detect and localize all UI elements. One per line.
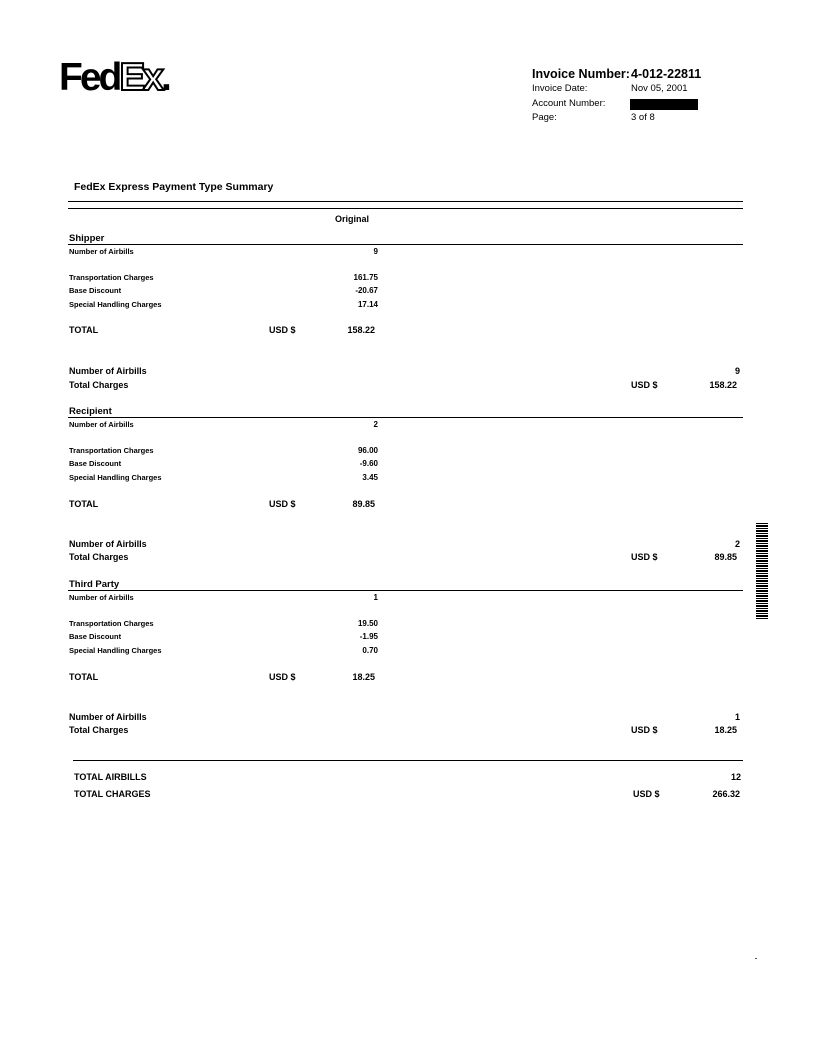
airbills-value: 2	[373, 420, 378, 429]
summary-charges-label: Total Charges	[69, 725, 129, 735]
summary-charges-value: 18.25	[714, 725, 737, 735]
discount-value: -20.67	[355, 286, 378, 295]
discount-label: Base Discount	[69, 286, 122, 295]
currency-label: USD $	[269, 672, 296, 682]
print-mark	[755, 958, 757, 959]
total-label: TOTAL	[69, 499, 99, 509]
divider	[68, 244, 743, 245]
page-number: 3 of 8	[631, 112, 655, 123]
barcode	[756, 523, 768, 619]
grand-airbills-value: 12	[730, 772, 741, 782]
total-value: 89.85	[352, 499, 375, 509]
summary-airbills-label: Number of Airbills	[69, 712, 147, 722]
grand-charges-label: TOTAL CHARGES	[74, 789, 151, 799]
currency-label: USD $	[269, 499, 296, 509]
total-value: 18.25	[352, 672, 375, 682]
divider	[68, 208, 743, 209]
discount-value: -9.60	[359, 459, 378, 468]
discount-label: Base Discount	[69, 459, 122, 468]
transportation-label: Transportation Charges	[69, 273, 154, 282]
invoice-date: Nov 05, 2001	[631, 83, 688, 94]
summary-currency: USD $	[631, 725, 658, 735]
divider	[68, 417, 743, 418]
page-label: Page:	[532, 112, 557, 123]
transportation-value: 161.75	[353, 273, 378, 282]
summary-charges-label: Total Charges	[69, 380, 129, 390]
summary-currency: USD $	[631, 552, 658, 562]
grand-charges-value: 266.32	[712, 789, 740, 799]
airbills-label: Number of Airbills	[69, 420, 134, 429]
total-label: TOTAL	[69, 325, 99, 335]
special-handling-label: Special Handling Charges	[69, 473, 162, 482]
page-title: FedEx Express Payment Type Summary	[74, 181, 274, 193]
invoice-date-label: Invoice Date:	[532, 83, 588, 94]
transportation-value: 19.50	[357, 619, 378, 628]
summary-airbills-label: Number of Airbills	[69, 539, 147, 549]
currency-label: USD $	[269, 325, 296, 335]
summary-currency: USD $	[631, 380, 658, 390]
airbills-value: 1	[373, 593, 378, 602]
summary-charges-label: Total Charges	[69, 552, 129, 562]
column-header-original: Original	[335, 214, 370, 224]
transportation-label: Transportation Charges	[69, 446, 154, 455]
section-title-third-party: Third Party	[69, 579, 120, 590]
special-handling-value: 0.70	[362, 646, 378, 655]
total-label: TOTAL	[69, 672, 99, 682]
grand-currency: USD $	[633, 789, 660, 799]
airbills-label: Number of Airbills	[69, 247, 134, 256]
section-title-shipper: Shipper	[69, 233, 105, 244]
account-number-label: Account Number:	[532, 98, 606, 109]
summary-airbills-value: 2	[734, 539, 740, 549]
section-title-recipient: Recipient	[69, 406, 112, 417]
airbills-value: 9	[373, 247, 378, 256]
special-handling-value: 17.14	[357, 300, 378, 309]
transportation-value: 96.00	[357, 446, 378, 455]
fedex-logo: FedEx.	[59, 56, 169, 99]
grand-airbills-label: TOTAL AIRBILLS	[74, 772, 147, 782]
divider	[73, 760, 743, 761]
divider	[68, 201, 743, 202]
summary-charges-value: 89.85	[714, 552, 737, 562]
discount-value: -1.95	[359, 632, 378, 641]
summary-airbills-value: 9	[734, 366, 740, 376]
summary-airbills-label: Number of Airbills	[69, 366, 147, 376]
invoice-number-label: Invoice Number:	[532, 67, 630, 81]
summary-charges-value: 158.22	[709, 380, 737, 390]
invoice-number: 4-012-22811	[631, 67, 702, 81]
summary-airbills-value: 1	[734, 712, 740, 722]
redacted-account-number	[630, 99, 698, 110]
airbills-label: Number of Airbills	[69, 593, 134, 602]
special-handling-label: Special Handling Charges	[69, 646, 162, 655]
divider	[68, 590, 743, 591]
special-handling-value: 3.45	[362, 473, 378, 482]
special-handling-label: Special Handling Charges	[69, 300, 162, 309]
total-value: 158.22	[347, 325, 375, 335]
discount-label: Base Discount	[69, 632, 122, 641]
transportation-label: Transportation Charges	[69, 619, 154, 628]
